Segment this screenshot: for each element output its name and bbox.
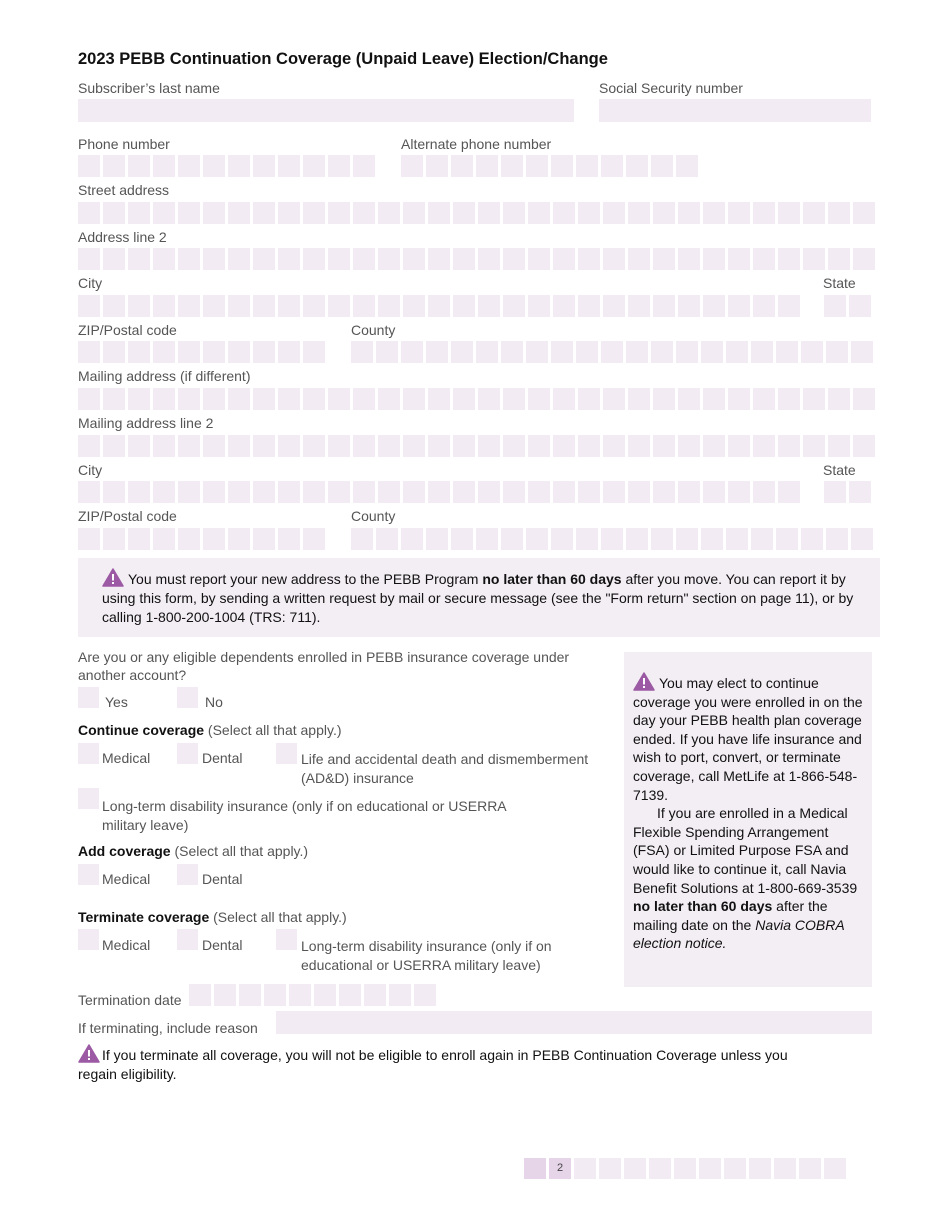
street-label: Street address: [78, 182, 170, 198]
mailing-county-field[interactable]: [351, 528, 873, 550]
terminate-ltd-checkbox[interactable]: [276, 929, 297, 950]
continue-medical-checkbox[interactable]: [78, 743, 99, 764]
terminate-dental-label: Dental: [202, 937, 243, 953]
add-dental-label: Dental: [202, 871, 243, 887]
terminate-coverage-heading: Terminate coverage (Select all that apply.): [78, 909, 347, 925]
mailing-city-field[interactable]: [78, 481, 800, 503]
state-label: State: [823, 275, 856, 291]
city-label: City: [78, 275, 103, 291]
terminate-medical-checkbox[interactable]: [78, 929, 99, 950]
side-note-p1: You may elect to continue coverage you were enrolled in on the day your PEBB health plan coverage ended. If you have life insurance and wish to port, convert, or terminate coverage, call MetLife at 1-866-548-7139.: [633, 672, 863, 804]
terminate-medical-label: Medical: [102, 937, 151, 953]
no-label: No: [205, 694, 223, 710]
mailing-county-label: County: [351, 508, 396, 524]
last-name-label: Subscriber’s last name: [78, 80, 220, 96]
state-field[interactable]: [824, 295, 871, 317]
mailing-city-label: City: [78, 462, 103, 478]
page-number: 2: [549, 1158, 571, 1179]
terminate-dental-checkbox[interactable]: [177, 929, 198, 950]
add-coverage-heading: Add coverage (Select all that apply.): [78, 843, 309, 859]
last-name-field[interactable]: [78, 99, 574, 122]
alt-phone-label: Alternate phone number: [401, 136, 552, 152]
city-field[interactable]: [78, 295, 800, 317]
yes-label: Yes: [105, 694, 128, 710]
side-note: [624, 652, 872, 987]
continue-dental-label: Dental: [202, 750, 243, 766]
phone-label: Phone number: [78, 136, 170, 152]
side-note-p2: If you are enrolled in a Medical Flexible Spending Arrangement (FSA) or Limited Purpose FSA and would like to continue it, call Navia Benefit Solutions at 1-800-669-3539 no later than 60 days after the mailing date on the Navia COBRA election notice.: [633, 805, 858, 952]
mailing-field[interactable]: [78, 388, 875, 410]
continue-ltd-checkbox[interactable]: [78, 788, 99, 809]
warning-icon: [102, 568, 124, 587]
phone-field[interactable]: [78, 155, 375, 177]
termination-date-label: Termination date: [78, 992, 182, 1008]
county-field[interactable]: [351, 341, 873, 363]
zip-field[interactable]: [78, 341, 325, 363]
address2-field[interactable]: [78, 248, 875, 270]
mailing2-label: Mailing address line 2: [78, 415, 214, 431]
alt-phone-field[interactable]: [401, 155, 698, 177]
add-medical-checkbox[interactable]: [78, 864, 99, 885]
terminate-warning: If you terminate all coverage, you will not be eligible to enroll again in PEBB Continuation Coverage unless you regain eligibility.: [78, 1044, 818, 1084]
page-footer-tracker: [524, 1158, 846, 1179]
termination-date-field[interactable]: [189, 984, 436, 1006]
yes-checkbox[interactable]: [78, 687, 99, 708]
mailing-zip-field[interactable]: [78, 528, 325, 550]
reason-label: If terminating, include reason: [78, 1020, 258, 1036]
zip-label: ZIP/Postal code: [78, 322, 177, 338]
continue-life-label: Life and accidental death and dismemberment (AD&D) insurance: [301, 751, 589, 786]
mailing2-field[interactable]: [78, 435, 875, 457]
continue-life-checkbox[interactable]: [276, 743, 297, 764]
continue-ltd-label: Long-term disability insurance (only if on educational or USERRA military leave): [102, 798, 506, 833]
mailing-state-label: State: [823, 462, 856, 478]
mailing-label: Mailing address (if different): [78, 368, 251, 384]
enrolled-question: Are you or any eligible dependents enrolled in PEBB insurance coverage under another account?: [78, 649, 570, 683]
mailing-state-field[interactable]: [824, 481, 871, 503]
address-notice: You must report your new address to the PEBB Program no later than 60 days after you move. You can report it by using this form, by sending a written request by mail or secure message (see the "Form return" section on page 11), or by calling 1-800-200-1004 (TRS: 711).: [78, 558, 880, 637]
continue-coverage-heading: Continue coverage (Select all that apply.): [78, 722, 342, 738]
ssn-field[interactable]: [599, 99, 871, 122]
ssn-label: Social Security number: [599, 80, 743, 96]
form-title: 2023 PEBB Continuation Coverage (Unpaid Leave) Election/Change: [78, 50, 608, 68]
street-field[interactable]: [78, 202, 875, 224]
reason-field[interactable]: [276, 1011, 872, 1034]
no-checkbox[interactable]: [177, 687, 198, 708]
address2-label: Address line 2: [78, 229, 167, 245]
warning-icon: [633, 672, 655, 691]
add-medical-label: Medical: [102, 871, 151, 887]
mailing-zip-label: ZIP/Postal code: [78, 508, 177, 524]
add-dental-checkbox[interactable]: [177, 864, 198, 885]
terminate-ltd-label: Long-term disability insurance (only if on educational or USERRA military leave): [301, 938, 552, 973]
continue-dental-checkbox[interactable]: [177, 743, 198, 764]
county-label: County: [351, 322, 396, 338]
continue-medical-label: Medical: [102, 750, 151, 766]
warning-icon: [78, 1044, 100, 1063]
